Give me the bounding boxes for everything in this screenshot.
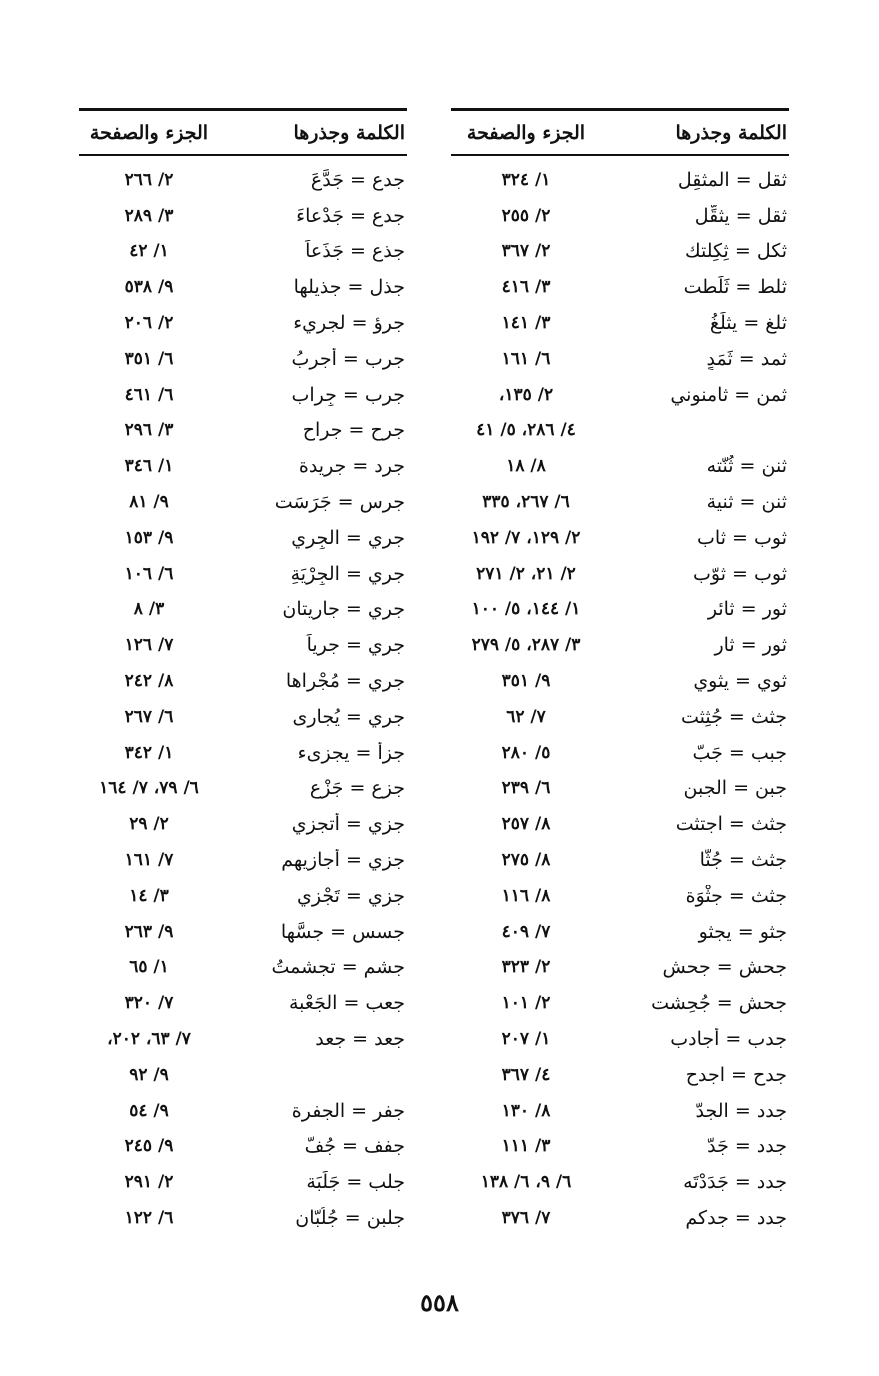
entry-word: جرس = جَرَسَت <box>274 491 405 514</box>
index-entry-row <box>79 162 407 198</box>
entry-word: جلب = جَلَبَة <box>306 1171 405 1194</box>
entry-volume-page: ٩/ ٢٦٣ <box>124 921 174 942</box>
index-entry-row <box>79 448 407 484</box>
entry-volume-page: ٦/ ١٦١ <box>501 348 551 369</box>
index-entry-row <box>451 520 789 556</box>
header-word-root: الكلمة وجذرها <box>293 121 405 144</box>
index-entry-row <box>79 1200 407 1236</box>
entry-volume-page: ٧/ ١٢٦ <box>124 635 174 656</box>
entry-word: ثوي = يثوي <box>693 670 787 693</box>
index-entry-row <box>451 162 789 198</box>
entry-word: جثث = جُثّا <box>699 849 787 872</box>
entry-word: جعد = جعد <box>315 1028 405 1051</box>
index-entry-row <box>451 1164 789 1200</box>
index-entry-row <box>451 234 789 270</box>
entry-word: جدد = جَدَدْتَه <box>683 1171 787 1194</box>
entry-word: جبن = الجبن <box>683 777 787 800</box>
index-entry-row <box>451 1200 789 1236</box>
entry-volume-page: ١/ ٤٢ <box>129 241 169 262</box>
index-entry-row <box>79 1164 407 1200</box>
index-entry-row <box>79 985 407 1021</box>
entry-word: ثكل = ثِكِلتك <box>685 240 787 263</box>
index-entry-row <box>79 341 407 377</box>
entry-volume-page: ٦/ ٢٣٩ <box>501 778 551 799</box>
entry-word: جدد = الجدّ <box>695 1099 787 1122</box>
entry-word: جرد = جريدة <box>298 455 405 478</box>
right-index-column <box>451 108 789 1236</box>
index-entry-row <box>79 914 407 950</box>
index-rows <box>451 162 789 1236</box>
index-entry-row <box>79 699 407 735</box>
entry-volume-page: ٧/ ٣٢٠ <box>124 993 174 1014</box>
entry-word: جشم = تجشمتُ <box>271 956 405 979</box>
index-rows <box>79 162 407 1236</box>
entry-word: جذع = جَذَعاً <box>305 240 405 263</box>
entry-word: جرؤ = لجريء <box>293 312 405 335</box>
entry-word: ثقل = المثقِل <box>677 168 787 191</box>
entry-volume-page: ٣/ ٢٩٦ <box>124 420 174 441</box>
header-word-root: الكلمة وجذرها <box>675 121 787 144</box>
index-entry-row <box>451 556 789 592</box>
entry-word: جري = الجِرْيَةِ <box>290 562 405 585</box>
entry-word: جدع = جَدَّعَ <box>310 168 405 191</box>
entry-volume-page: ٨/ ١٨ <box>506 456 546 477</box>
entry-word: جثث = اجتثت <box>675 813 787 836</box>
entry-volume-page: ٩/ ٩٢ <box>129 1064 169 1085</box>
entry-volume-page: ٣/ ٢٨٧، ٥/ ٢٧٩ <box>471 635 581 656</box>
index-entry-row <box>79 520 407 556</box>
entry-volume-page: ٨/ ١١٦ <box>501 885 551 906</box>
entry-word: جزع = جَزْع <box>309 777 405 800</box>
index-entry-row <box>451 663 789 699</box>
entry-volume-page: ٢/ ٢٩١ <box>124 1172 174 1193</box>
entry-volume-page: ٨/ ٢٤٢ <box>124 671 174 692</box>
index-entry-row <box>79 735 407 771</box>
entry-word: جدد = جَدّ <box>707 1135 787 1158</box>
index-entry-row <box>451 842 789 878</box>
entry-volume-page: ٣/ ١١١ <box>501 1136 551 1157</box>
entry-volume-page: ٦/ ٣٥١ <box>124 348 174 369</box>
index-entry-row <box>79 556 407 592</box>
entry-volume-page: ٤/ ٢٨٦، ٥/ ٤١ <box>476 420 576 441</box>
entry-word: جسس = جسَّها <box>280 920 405 943</box>
index-entry-row <box>451 985 789 1021</box>
entry-volume-page: ٩/ ٢٤٥ <box>124 1136 174 1157</box>
index-entry-row <box>79 1057 407 1093</box>
entry-word: ثمن = ثامنوني <box>670 383 787 406</box>
index-entry-row <box>451 377 789 413</box>
index-entry-row <box>79 842 407 878</box>
index-entry-row <box>79 377 407 413</box>
entry-volume-page: ٧/ ٣٧٦ <box>501 1208 551 1228</box>
entry-word: جزي = أُجازيهم <box>281 849 405 872</box>
entry-volume-page: ٩/ ٣٥١ <box>501 671 551 692</box>
entry-word: جحش = جُحِشت <box>651 992 787 1015</box>
entry-word: جزأ = يجزىء <box>297 741 405 764</box>
index-entry-row <box>451 627 789 663</box>
index-entry-row <box>451 806 789 842</box>
entry-volume-page: ٢/ ١٢٩، ٧/ ١٩٢ <box>471 527 581 548</box>
entry-word: ثور = ثار <box>714 634 787 657</box>
left-index-column <box>79 108 407 1236</box>
index-entry-row <box>451 592 789 628</box>
index-entry-row <box>79 1021 407 1057</box>
index-entry-row <box>79 269 407 305</box>
entry-word: ثور = ثائر <box>707 598 787 621</box>
index-entry-row <box>451 735 789 771</box>
index-entry-row <box>451 305 789 341</box>
entry-volume-page: ٢/ ٢٦٦ <box>124 169 174 190</box>
entry-word: ثمد = ثَمَدٍ <box>706 347 787 370</box>
index-entry-row <box>451 448 789 484</box>
entry-volume-page: ٦/ ٧٩، ٧/ ١٦٤ <box>99 778 199 799</box>
entry-volume-page: ٨/ ١٣٠ <box>501 1100 551 1121</box>
entry-word: ثنن = ثُنّته <box>706 455 787 478</box>
entry-volume-page: ٧/ ٦٢ <box>506 706 546 727</box>
entry-word: ثوب = ثاب <box>697 526 787 549</box>
index-entry-row <box>79 950 407 986</box>
index-entry-row <box>79 1093 407 1129</box>
entry-word: جري = جاريتان <box>282 598 405 621</box>
index-entry-row <box>451 699 789 735</box>
index-entry-row <box>451 1057 789 1093</box>
entry-volume-page: ٣/ ٤١٦ <box>501 277 551 298</box>
entry-word: جفر = الجفرة <box>291 1099 405 1122</box>
entry-volume-page: ٧/ ٤٠٩ <box>501 921 551 942</box>
index-entry-row <box>451 413 789 449</box>
entry-word: ثلغ = يثلَغُ <box>709 312 787 335</box>
entry-volume-page: ٢/ ٣٦٧ <box>501 241 551 262</box>
index-entry-row <box>79 878 407 914</box>
entry-word: جدح = اجدح <box>685 1063 787 1086</box>
entry-word: جثث = جُثِثت <box>680 705 787 728</box>
entry-volume-page: ٥/ ٢٨٠ <box>501 742 551 763</box>
index-entry-row <box>451 269 789 305</box>
entry-volume-page: ٢/ ٢١، ٢/ ٢٧١ <box>476 563 576 584</box>
entry-word: جرب = أجربُ <box>291 347 405 370</box>
entry-volume-page: ٩/ ٨١ <box>129 492 169 513</box>
index-entry-row <box>79 234 407 270</box>
entry-volume-page: ٩/ ٥٤ <box>129 1100 169 1121</box>
entry-volume-page: ٨/ ٢٧٥ <box>501 850 551 871</box>
entry-volume-page: ٢/ ٢٠٦ <box>124 313 174 334</box>
index-entry-row <box>451 484 789 520</box>
entry-volume-page: ٢/ ٢٥٥ <box>501 205 551 226</box>
entry-volume-page: ١/ ٢٠٧ <box>501 1029 551 1050</box>
entry-volume-page: ٩/ ٥٣٨ <box>124 277 174 298</box>
entry-volume-page: ٩/ ١٥٣ <box>124 527 174 548</box>
entry-word: جذل = جذيلها <box>293 276 405 299</box>
column-header <box>451 111 789 156</box>
index-entry-row <box>451 341 789 377</box>
entry-word: جدد = جدكم <box>685 1207 787 1229</box>
index-entry-row <box>79 592 407 628</box>
entry-word: جزي = أتجزي <box>291 813 405 836</box>
entry-word: جري = يُجارى <box>292 705 405 728</box>
entry-volume-page: ٢/ ١٣٥، <box>498 384 554 405</box>
entry-volume-page: ٣/ ٨ <box>133 599 165 620</box>
entry-volume-page: ٢/ ٢٩ <box>129 814 169 835</box>
entry-word: ثوب = ثوّب <box>693 562 787 585</box>
entry-word: جثو = يجثو <box>698 920 787 943</box>
entry-volume-page: ١/ ٣٢٤ <box>501 169 551 190</box>
entry-volume-page: ٣/ ٢٨٩ <box>124 205 174 226</box>
entry-word: جعب = الجَعْبة <box>289 992 405 1015</box>
header-volume-page: الجزء والصفحة <box>466 121 586 144</box>
entry-volume-page: ١/ ٣٤٦ <box>124 456 174 477</box>
entry-word: جري = مُجْراها <box>285 670 405 693</box>
index-entry-row <box>79 198 407 234</box>
entry-volume-page: ٢/ ١٠١ <box>501 993 551 1014</box>
entry-word: ثنن = ثنية <box>706 491 787 514</box>
index-entry-row <box>79 413 407 449</box>
entry-volume-page: ٦/ ٤٦١ <box>124 384 174 405</box>
index-entry-row <box>79 305 407 341</box>
entry-word: جدع = جَدْعاءَ <box>296 204 405 227</box>
entry-volume-page: ٢/ ٣٢٣ <box>501 957 551 978</box>
entry-word: جلبن = جُلُبّان <box>295 1207 405 1229</box>
entry-word: جحش = جحش <box>662 956 787 979</box>
header-volume-page: الجزء والصفحة <box>89 121 209 144</box>
entry-volume-page: ٣/ ١٤ <box>129 885 169 906</box>
index-entry-row <box>451 1021 789 1057</box>
entry-word: جرب = جِراب <box>291 383 405 406</box>
entry-word: جري = جرياً <box>306 634 405 657</box>
entry-volume-page: ١/ ٣٤٢ <box>124 742 174 763</box>
entry-volume-page: ٧/ ١٦١ <box>124 850 174 871</box>
entry-word: جزي = تَجْزي <box>296 884 405 907</box>
index-entry-row <box>451 1129 789 1165</box>
entry-word: جري = الجِري <box>291 526 405 549</box>
entry-volume-page: ٦/ ١٠٦ <box>124 563 174 584</box>
index-entry-row <box>451 771 789 807</box>
page-number: ٥٥٨ <box>420 1288 459 1317</box>
entry-word: جثث = جثْوَة <box>685 884 787 907</box>
entry-word: ثقل = يثقِّل <box>694 204 787 227</box>
entry-word: جدب = أجادب <box>670 1028 787 1051</box>
entry-volume-page: ١/ ١٤٤، ٥/ ١٠٠ <box>471 599 581 620</box>
entry-volume-page: ٦/ ٢٦٧ <box>124 706 174 727</box>
entry-word: ثلط = ثَلَطت <box>683 276 787 299</box>
entry-volume-page: ٧/ ٦٣، ٢٠٢، <box>107 1029 191 1050</box>
index-entry-row <box>451 198 789 234</box>
index-entry-row <box>79 663 407 699</box>
column-header <box>79 111 407 156</box>
entry-word: جفف = جُفّ <box>304 1135 405 1158</box>
index-entry-row <box>79 484 407 520</box>
index-entry-row <box>451 1093 789 1129</box>
index-entry-row <box>451 950 789 986</box>
entry-volume-page: ٨/ ٢٥٧ <box>501 814 551 835</box>
entry-volume-page: ٦/ ١٢٢ <box>124 1208 174 1228</box>
entry-word: جبب = جَبّ <box>692 741 787 764</box>
index-entry-row <box>451 914 789 950</box>
entry-volume-page: ٦/ ٩، ٦/ ١٣٨ <box>480 1172 572 1193</box>
entry-volume-page: ١/ ٦٥ <box>129 957 169 978</box>
index-entry-row <box>79 627 407 663</box>
index-entry-row <box>79 1129 407 1165</box>
index-entry-row <box>79 806 407 842</box>
entry-volume-page: ٤/ ٣٦٧ <box>501 1064 551 1085</box>
index-entry-row <box>451 878 789 914</box>
entry-word: جرح = جراح <box>302 419 405 442</box>
entry-volume-page: ٦/ ٢٦٧، ٣٣٥ <box>482 492 570 513</box>
entry-volume-page: ٣/ ١٤١ <box>501 313 551 334</box>
index-entry-row <box>79 771 407 807</box>
